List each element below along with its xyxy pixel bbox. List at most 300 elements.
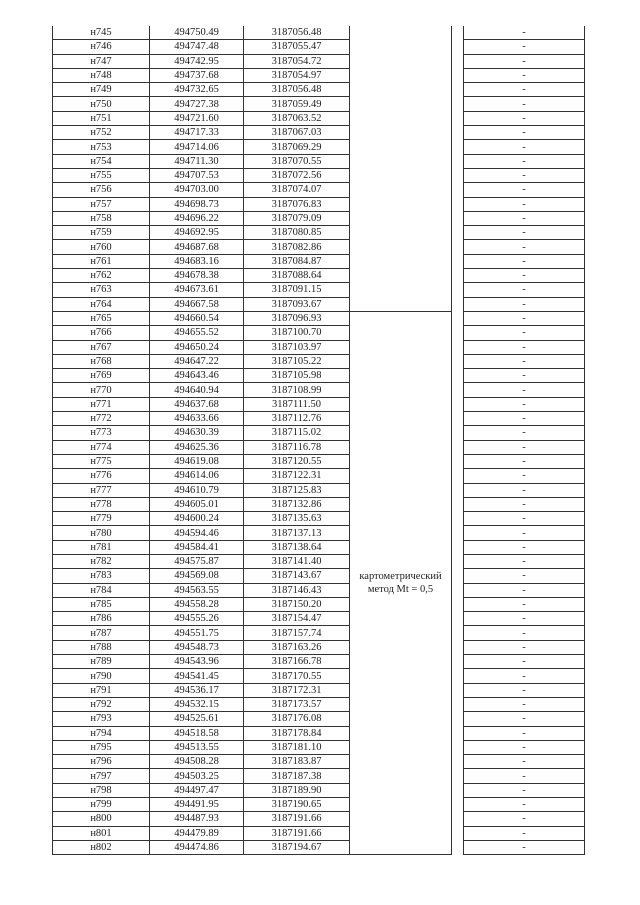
column-gap (452, 240, 464, 254)
x-coordinate-cell: 494543.96 (150, 655, 244, 669)
description-cell: - (464, 54, 585, 68)
column-gap (452, 426, 464, 440)
x-coordinate-cell: 494687.68 (150, 240, 244, 254)
point-id-cell: н763 (53, 283, 150, 297)
point-id-cell: н759 (53, 226, 150, 240)
description-cell: - (464, 183, 585, 197)
table-row (53, 111, 585, 125)
description-cell: - (464, 311, 585, 325)
description-cell: - (464, 512, 585, 526)
y-coordinate-cell: 3187183.87 (244, 755, 350, 769)
point-id-cell: н795 (53, 740, 150, 754)
column-gap (452, 226, 464, 240)
point-id-cell: н783 (53, 569, 150, 583)
table-row (53, 126, 585, 140)
table-row (53, 26, 585, 40)
x-coordinate-cell: 494714.06 (150, 140, 244, 154)
table-row (53, 626, 585, 640)
table-row (53, 669, 585, 683)
y-coordinate-cell: 3187122.31 (244, 469, 350, 483)
method-cell-upper (350, 26, 452, 311)
column-gap (452, 269, 464, 283)
point-id-cell: н746 (53, 40, 150, 54)
y-coordinate-cell: 3187103.97 (244, 340, 350, 354)
column-gap (452, 798, 464, 812)
description-cell: - (464, 412, 585, 426)
description-cell: - (464, 383, 585, 397)
x-coordinate-cell: 494647.22 (150, 354, 244, 368)
point-id-cell: н791 (53, 683, 150, 697)
x-coordinate-cell: 494742.95 (150, 54, 244, 68)
table-row (53, 755, 585, 769)
description-cell: - (464, 26, 585, 40)
x-coordinate-cell: 494532.15 (150, 697, 244, 711)
table-row (53, 583, 585, 597)
x-coordinate-cell: 494525.61 (150, 712, 244, 726)
y-coordinate-cell: 3187080.85 (244, 226, 350, 240)
table-row (53, 769, 585, 783)
y-coordinate-cell: 3187100.70 (244, 326, 350, 340)
y-coordinate-cell: 3187063.52 (244, 111, 350, 125)
table-row (53, 526, 585, 540)
point-id-cell: н800 (53, 812, 150, 826)
y-coordinate-cell: 3187178.84 (244, 726, 350, 740)
x-coordinate-cell: 494541.45 (150, 669, 244, 683)
point-id-cell: н786 (53, 612, 150, 626)
x-coordinate-cell: 494558.28 (150, 597, 244, 611)
x-coordinate-cell: 494711.30 (150, 154, 244, 168)
point-id-cell: н790 (53, 669, 150, 683)
x-coordinate-cell: 494732.65 (150, 83, 244, 97)
column-gap (452, 126, 464, 140)
column-gap (452, 826, 464, 840)
column-gap (452, 354, 464, 368)
table-row (53, 569, 585, 583)
table-row (53, 269, 585, 283)
y-coordinate-cell: 3187135.63 (244, 512, 350, 526)
y-coordinate-cell: 3187191.66 (244, 826, 350, 840)
y-coordinate-cell: 3187105.98 (244, 369, 350, 383)
y-coordinate-cell: 3187190.65 (244, 798, 350, 812)
table-row (53, 497, 585, 511)
table-row (53, 712, 585, 726)
y-coordinate-cell: 3187070.55 (244, 154, 350, 168)
table-row (53, 655, 585, 669)
description-cell: - (464, 697, 585, 711)
table-row (53, 211, 585, 225)
column-gap (452, 755, 464, 769)
point-id-cell: н761 (53, 254, 150, 268)
description-cell: - (464, 483, 585, 497)
table-row (53, 83, 585, 97)
x-coordinate-cell: 494683.16 (150, 254, 244, 268)
table-row (53, 297, 585, 311)
table-row (53, 812, 585, 826)
y-coordinate-cell: 3187059.49 (244, 97, 350, 111)
table-row (53, 798, 585, 812)
x-coordinate-cell: 494513.55 (150, 740, 244, 754)
point-id-cell: н798 (53, 783, 150, 797)
description-cell: - (464, 83, 585, 97)
point-id-cell: н799 (53, 798, 150, 812)
description-cell: - (464, 626, 585, 640)
x-coordinate-cell: 494551.75 (150, 626, 244, 640)
point-id-cell: н796 (53, 755, 150, 769)
column-gap (452, 512, 464, 526)
y-coordinate-cell: 3187079.09 (244, 211, 350, 225)
table-row (53, 97, 585, 111)
y-coordinate-cell: 3187093.67 (244, 297, 350, 311)
description-cell: - (464, 640, 585, 654)
y-coordinate-cell: 3187055.47 (244, 40, 350, 54)
x-coordinate-cell: 494747.48 (150, 40, 244, 54)
description-cell: - (464, 440, 585, 454)
y-coordinate-cell: 3187138.64 (244, 540, 350, 554)
x-coordinate-cell: 494643.46 (150, 369, 244, 383)
column-gap (452, 454, 464, 468)
x-coordinate-cell: 494637.68 (150, 397, 244, 411)
column-gap (452, 369, 464, 383)
x-coordinate-cell: 494717.33 (150, 126, 244, 140)
point-id-cell: н777 (53, 483, 150, 497)
column-gap (452, 483, 464, 497)
coordinates-table (52, 26, 585, 855)
point-id-cell: н793 (53, 712, 150, 726)
description-cell: - (464, 769, 585, 783)
description-cell: - (464, 454, 585, 468)
x-coordinate-cell: 494518.58 (150, 726, 244, 740)
table-row (53, 840, 585, 854)
description-cell: - (464, 168, 585, 182)
point-id-cell: н754 (53, 154, 150, 168)
table-row (53, 454, 585, 468)
table-row (53, 697, 585, 711)
y-coordinate-cell: 3187072.56 (244, 168, 350, 182)
column-gap (452, 83, 464, 97)
point-id-cell: н788 (53, 640, 150, 654)
description-cell: - (464, 97, 585, 111)
y-coordinate-cell: 3187170.55 (244, 669, 350, 683)
point-id-cell: н780 (53, 526, 150, 540)
table-row (53, 226, 585, 240)
column-gap (452, 583, 464, 597)
y-coordinate-cell: 3187074.07 (244, 183, 350, 197)
x-coordinate-cell: 494727.38 (150, 97, 244, 111)
table-row (53, 826, 585, 840)
column-gap (452, 840, 464, 854)
table-row (53, 683, 585, 697)
x-coordinate-cell: 494584.41 (150, 540, 244, 554)
x-coordinate-cell: 494707.53 (150, 168, 244, 182)
y-coordinate-cell: 3187194.67 (244, 840, 350, 854)
x-coordinate-cell: 494594.46 (150, 526, 244, 540)
y-coordinate-cell: 3187141.40 (244, 554, 350, 568)
column-gap (452, 197, 464, 211)
description-cell: - (464, 726, 585, 740)
y-coordinate-cell: 3187132.86 (244, 497, 350, 511)
table-row (53, 440, 585, 454)
x-coordinate-cell: 494650.24 (150, 340, 244, 354)
column-gap (452, 326, 464, 340)
column-gap (452, 554, 464, 568)
table-row (53, 597, 585, 611)
method-accuracy: метод Mt = 0,5 (367, 584, 434, 596)
y-coordinate-cell: 3187076.83 (244, 197, 350, 211)
x-coordinate-cell: 494692.95 (150, 226, 244, 240)
point-id-cell: н782 (53, 554, 150, 568)
table-row (53, 140, 585, 154)
point-id-cell: н787 (53, 626, 150, 640)
point-id-cell: н776 (53, 469, 150, 483)
point-id-cell: н752 (53, 126, 150, 140)
column-gap (452, 440, 464, 454)
point-id-cell: н784 (53, 583, 150, 597)
y-coordinate-cell: 3187125.83 (244, 483, 350, 497)
description-cell: - (464, 197, 585, 211)
x-coordinate-cell: 494698.73 (150, 197, 244, 211)
table-row (53, 426, 585, 440)
x-coordinate-cell: 494569.08 (150, 569, 244, 583)
point-id-cell: н765 (53, 311, 150, 325)
x-coordinate-cell: 494610.79 (150, 483, 244, 497)
x-coordinate-cell: 494474.86 (150, 840, 244, 854)
table-row (53, 726, 585, 740)
point-id-cell: н770 (53, 383, 150, 397)
table-row (53, 240, 585, 254)
table-row (53, 612, 585, 626)
y-coordinate-cell: 3187056.48 (244, 83, 350, 97)
x-coordinate-cell: 494721.60 (150, 111, 244, 125)
x-coordinate-cell: 494625.36 (150, 440, 244, 454)
point-id-cell: н766 (53, 326, 150, 340)
y-coordinate-cell: 3187054.72 (244, 54, 350, 68)
description-cell: - (464, 712, 585, 726)
column-gap (452, 712, 464, 726)
description-cell: - (464, 40, 585, 54)
x-coordinate-cell: 494655.52 (150, 326, 244, 340)
column-gap (452, 254, 464, 268)
x-coordinate-cell: 494548.73 (150, 640, 244, 654)
method-cell (350, 311, 452, 854)
description-cell: - (464, 369, 585, 383)
x-coordinate-cell: 494563.55 (150, 583, 244, 597)
table-row (53, 383, 585, 397)
y-coordinate-cell: 3187189.90 (244, 783, 350, 797)
column-gap (452, 40, 464, 54)
column-gap (452, 626, 464, 640)
description-cell: - (464, 154, 585, 168)
description-cell: - (464, 583, 585, 597)
column-gap (452, 168, 464, 182)
x-coordinate-cell: 494497.47 (150, 783, 244, 797)
description-cell: - (464, 297, 585, 311)
column-gap (452, 597, 464, 611)
column-gap (452, 412, 464, 426)
point-id-cell: н789 (53, 655, 150, 669)
point-id-cell: н797 (53, 769, 150, 783)
point-id-cell: н747 (53, 54, 150, 68)
x-coordinate-cell: 494737.68 (150, 68, 244, 82)
x-coordinate-cell: 494508.28 (150, 755, 244, 769)
x-coordinate-cell: 494479.89 (150, 826, 244, 840)
y-coordinate-cell: 3187181.10 (244, 740, 350, 754)
point-id-cell: н768 (53, 354, 150, 368)
point-id-cell: н772 (53, 412, 150, 426)
y-coordinate-cell: 3187150.20 (244, 597, 350, 611)
x-coordinate-cell: 494605.01 (150, 497, 244, 511)
description-cell: - (464, 540, 585, 554)
x-coordinate-cell: 494630.39 (150, 426, 244, 440)
table-row (53, 326, 585, 340)
point-id-cell: н745 (53, 26, 150, 40)
description-cell: - (464, 283, 585, 297)
description-cell: - (464, 655, 585, 669)
table-row (53, 512, 585, 526)
y-coordinate-cell: 3187173.57 (244, 697, 350, 711)
point-id-cell: н750 (53, 97, 150, 111)
x-coordinate-cell: 494696.22 (150, 211, 244, 225)
description-cell: - (464, 569, 585, 583)
y-coordinate-cell: 3187146.43 (244, 583, 350, 597)
x-coordinate-cell: 494660.54 (150, 311, 244, 325)
point-id-cell: н757 (53, 197, 150, 211)
table-row (53, 283, 585, 297)
point-id-cell: н802 (53, 840, 150, 854)
table-row (53, 397, 585, 411)
description-cell: - (464, 669, 585, 683)
point-id-cell: н773 (53, 426, 150, 440)
table-row (53, 154, 585, 168)
point-id-cell: н801 (53, 826, 150, 840)
y-coordinate-cell: 3187082.86 (244, 240, 350, 254)
column-gap (452, 683, 464, 697)
y-coordinate-cell: 3187054.97 (244, 68, 350, 82)
column-gap (452, 183, 464, 197)
description-cell: - (464, 469, 585, 483)
column-gap (452, 283, 464, 297)
point-id-cell: н749 (53, 83, 150, 97)
point-id-cell: н751 (53, 111, 150, 125)
point-id-cell: н762 (53, 269, 150, 283)
description-cell: - (464, 68, 585, 82)
y-coordinate-cell: 3187172.31 (244, 683, 350, 697)
point-id-cell: н756 (53, 183, 150, 197)
table-row (53, 168, 585, 182)
point-id-cell: н764 (53, 297, 150, 311)
column-gap (452, 640, 464, 654)
description-cell: - (464, 597, 585, 611)
description-cell: - (464, 426, 585, 440)
point-id-cell: н753 (53, 140, 150, 154)
table-row (53, 783, 585, 797)
x-coordinate-cell: 494555.26 (150, 612, 244, 626)
description-cell: - (464, 140, 585, 154)
description-cell: - (464, 840, 585, 854)
y-coordinate-cell: 3187116.78 (244, 440, 350, 454)
x-coordinate-cell: 494673.61 (150, 283, 244, 297)
description-cell: - (464, 126, 585, 140)
x-coordinate-cell: 494703.00 (150, 183, 244, 197)
description-cell: - (464, 397, 585, 411)
column-gap (452, 783, 464, 797)
y-coordinate-cell: 3187137.13 (244, 526, 350, 540)
y-coordinate-cell: 3187091.15 (244, 283, 350, 297)
x-coordinate-cell: 494503.25 (150, 769, 244, 783)
table-row (53, 254, 585, 268)
table-row (53, 311, 585, 325)
y-coordinate-cell: 3187088.64 (244, 269, 350, 283)
column-gap (452, 26, 464, 40)
table-row (53, 340, 585, 354)
y-coordinate-cell: 3187067.03 (244, 126, 350, 140)
y-coordinate-cell: 3187120.55 (244, 454, 350, 468)
column-gap (452, 297, 464, 311)
point-id-cell: н781 (53, 540, 150, 554)
column-gap (452, 340, 464, 354)
description-cell: - (464, 740, 585, 754)
point-id-cell: н755 (53, 168, 150, 182)
table-row (53, 740, 585, 754)
point-id-cell: н785 (53, 597, 150, 611)
description-cell: - (464, 354, 585, 368)
description-cell: - (464, 554, 585, 568)
column-gap (452, 569, 464, 583)
y-coordinate-cell: 3187112.76 (244, 412, 350, 426)
y-coordinate-cell: 3187166.78 (244, 655, 350, 669)
x-coordinate-cell: 494678.38 (150, 269, 244, 283)
column-gap (452, 397, 464, 411)
point-id-cell: н771 (53, 397, 150, 411)
description-cell: - (464, 111, 585, 125)
point-id-cell: н779 (53, 512, 150, 526)
point-id-cell: н769 (53, 369, 150, 383)
description-cell: - (464, 755, 585, 769)
description-cell: - (464, 683, 585, 697)
y-coordinate-cell: 3187111.50 (244, 397, 350, 411)
description-cell: - (464, 340, 585, 354)
description-cell: - (464, 269, 585, 283)
description-cell: - (464, 240, 585, 254)
description-cell: - (464, 798, 585, 812)
description-cell: - (464, 211, 585, 225)
column-gap (452, 612, 464, 626)
table-row (53, 354, 585, 368)
column-gap (452, 769, 464, 783)
column-gap (452, 154, 464, 168)
column-gap (452, 812, 464, 826)
column-gap (452, 697, 464, 711)
method-name: картометрический (359, 571, 442, 583)
y-coordinate-cell: 3187105.22 (244, 354, 350, 368)
x-coordinate-cell: 494619.08 (150, 454, 244, 468)
x-coordinate-cell: 494575.87 (150, 554, 244, 568)
description-cell: - (464, 226, 585, 240)
point-id-cell: н774 (53, 440, 150, 454)
table-row (53, 412, 585, 426)
y-coordinate-cell: 3187108.99 (244, 383, 350, 397)
x-coordinate-cell: 494536.17 (150, 683, 244, 697)
point-id-cell: н748 (53, 68, 150, 82)
column-gap (452, 140, 464, 154)
column-gap (452, 540, 464, 554)
y-coordinate-cell: 3187157.74 (244, 626, 350, 640)
y-coordinate-cell: 3187115.02 (244, 426, 350, 440)
description-cell: - (464, 326, 585, 340)
column-gap (452, 97, 464, 111)
table-row (53, 554, 585, 568)
x-coordinate-cell: 494487.93 (150, 812, 244, 826)
point-id-cell: н758 (53, 211, 150, 225)
